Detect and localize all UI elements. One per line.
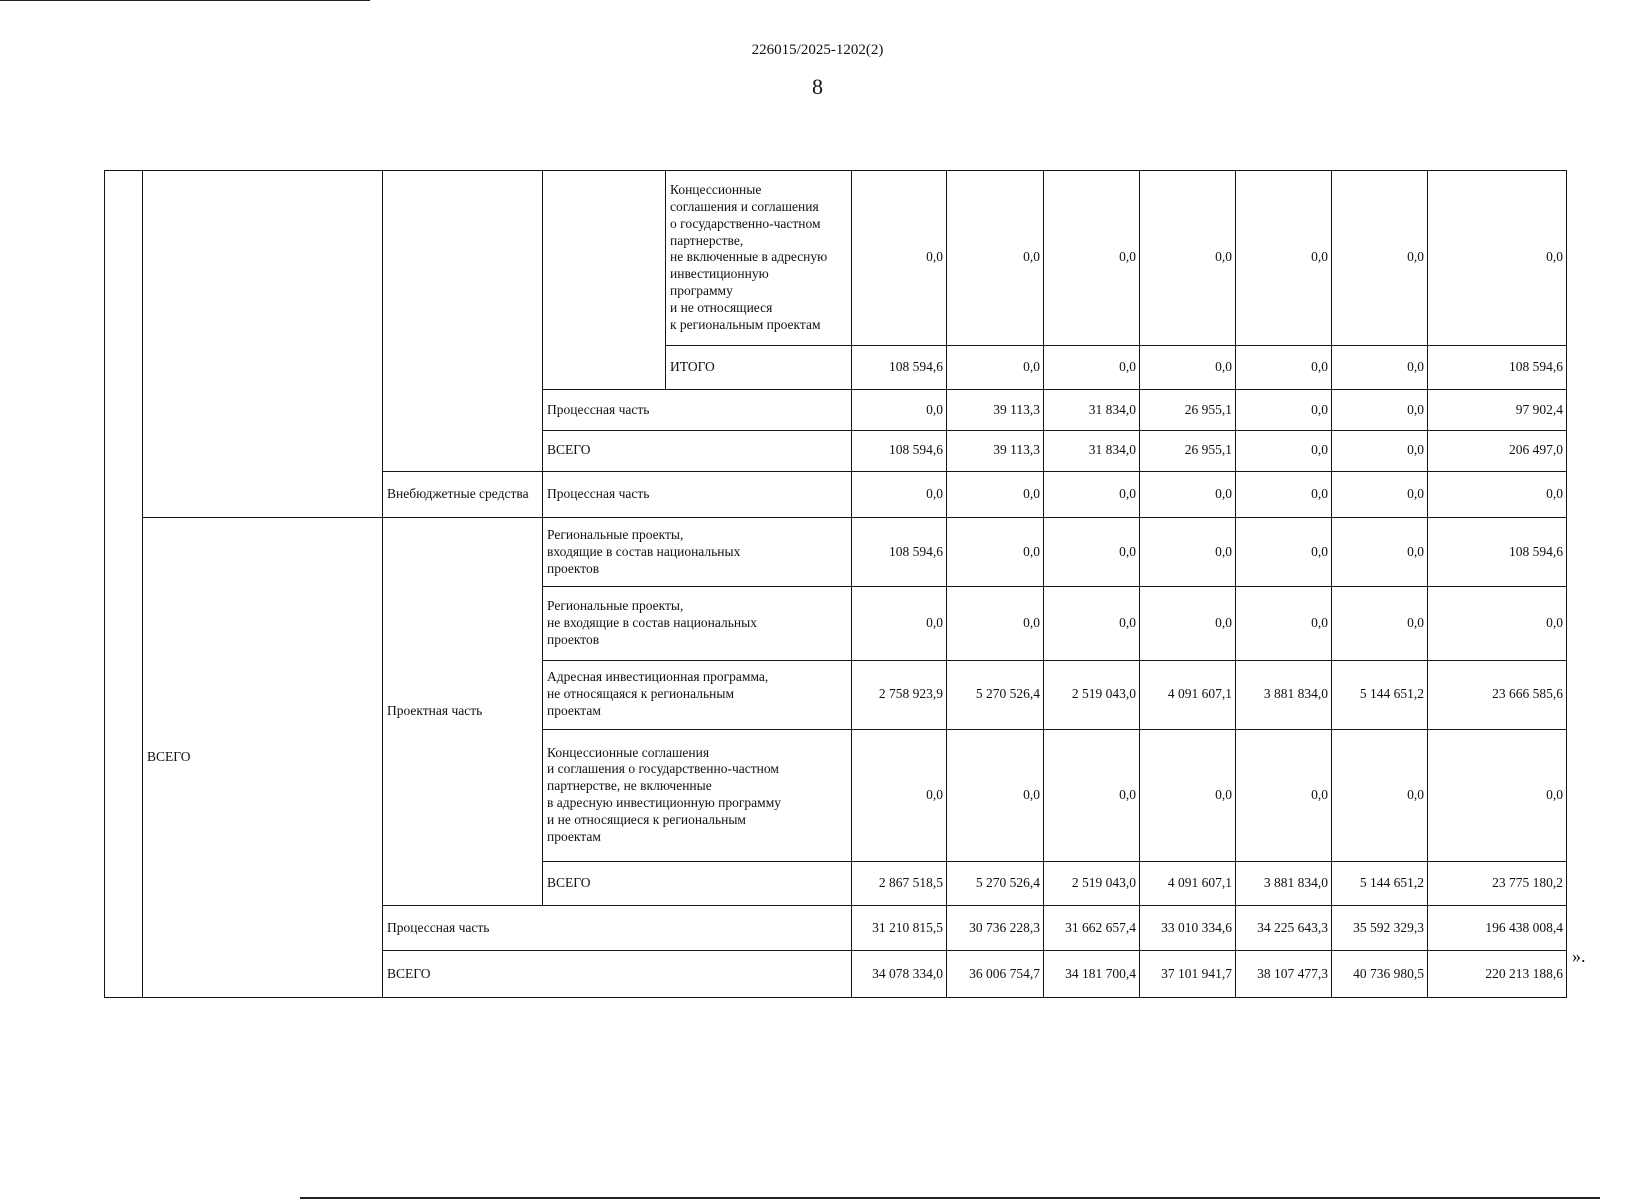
value-cell: 97 902,4 — [1428, 390, 1567, 431]
value-cell: 0,0 — [1428, 471, 1567, 518]
value-cell: 31 210 815,5 — [852, 906, 947, 951]
stub-column — [105, 171, 143, 998]
value-cell: 3 881 834,0 — [1236, 861, 1332, 906]
document-number: 226015/2025-1202(2) — [751, 42, 884, 58]
value-cell: 4 091 607,1 — [1140, 660, 1236, 729]
value-cell: 0,0 — [1236, 431, 1332, 472]
value-cell: 108 594,6 — [1428, 518, 1567, 587]
value-cell: 0,0 — [1236, 345, 1332, 390]
value-cell: 0,0 — [1140, 471, 1236, 518]
value-cell: 31 834,0 — [1044, 431, 1140, 472]
row-label-regional-non-national: Региональные проекты, не входящие в состав национальных проектов — [543, 587, 852, 660]
value-cell: 0,0 — [1140, 345, 1236, 390]
value-cell: 0,0 — [1236, 587, 1332, 660]
row-label-grand-total: ВСЕГО — [383, 951, 852, 998]
value-cell: 38 107 477,3 — [1236, 951, 1332, 998]
value-cell: 2 758 923,9 — [852, 660, 947, 729]
row-label-process-total: Процессная часть — [383, 906, 852, 951]
value-cell: 0,0 — [1044, 345, 1140, 390]
value-cell: 0,0 — [1332, 518, 1428, 587]
value-cell: 108 594,6 — [852, 345, 947, 390]
budget-table — [104, 170, 1567, 998]
scan-edge-bottom — [300, 1197, 1600, 1199]
value-cell: 34 225 643,3 — [1236, 906, 1332, 951]
value-cell: 0,0 — [1044, 518, 1140, 587]
value-cell: 34 078 334,0 — [852, 951, 947, 998]
value-cell: 0,0 — [1140, 729, 1236, 861]
value-cell: 39 113,3 — [947, 390, 1044, 431]
value-cell: 0,0 — [947, 171, 1044, 346]
value-cell: 0,0 — [1140, 518, 1236, 587]
row-label-itogo: ИТОГО — [666, 345, 852, 390]
value-cell: 39 113,3 — [947, 431, 1044, 472]
value-cell: 26 955,1 — [1140, 390, 1236, 431]
value-cell: 0,0 — [1332, 729, 1428, 861]
value-cell: 0,0 — [947, 471, 1044, 518]
value-cell: 0,0 — [852, 587, 947, 660]
value-cell: 35 592 329,3 — [1332, 906, 1428, 951]
row-label-address-program: Адресная инвестиционная программа, не относящаяся к региональным проектам — [543, 660, 852, 729]
value-cell: 31 662 657,4 — [1044, 906, 1140, 951]
scan-edge-top — [0, 0, 370, 1]
value-cell: 40 736 980,5 — [1332, 951, 1428, 998]
row-label-vsego: ВСЕГО — [543, 431, 852, 472]
value-cell: 30 736 228,3 — [947, 906, 1044, 951]
row-label-process-part: Процессная часть — [543, 471, 852, 518]
value-cell: 23 666 585,6 — [1428, 660, 1567, 729]
value-cell: 4 091 607,1 — [1140, 861, 1236, 906]
table-row — [105, 171, 1567, 346]
value-cell: 0,0 — [1332, 345, 1428, 390]
value-cell: 0,0 — [1332, 390, 1428, 431]
value-cell: 0,0 — [852, 729, 947, 861]
value-cell: 0,0 — [1044, 587, 1140, 660]
value-cell: 206 497,0 — [1428, 431, 1567, 472]
closing-quote-mark: ». — [1572, 946, 1586, 966]
value-cell: 0,0 — [1236, 171, 1332, 346]
value-cell: 108 594,6 — [852, 431, 947, 472]
row-label-extrabudget: Внебюджетные средства — [383, 471, 543, 518]
value-cell: 0,0 — [852, 171, 947, 346]
value-cell: 26 955,1 — [1140, 431, 1236, 472]
value-cell: 5 270 526,4 — [947, 660, 1044, 729]
value-cell: 36 006 754,7 — [947, 951, 1044, 998]
page-number: 8 — [812, 74, 823, 99]
value-cell: 2 519 043,0 — [1044, 660, 1140, 729]
value-cell: 108 594,6 — [852, 518, 947, 587]
value-cell: 0,0 — [947, 345, 1044, 390]
value-cell: 2 519 043,0 — [1044, 861, 1140, 906]
value-cell: 0,0 — [1044, 471, 1140, 518]
row-label-concession-long: Концессионные соглашения и соглашения о государственно-частном партнерстве, не включенные в адресную инвестиционную программу и не относящиеся к региональным проектам — [543, 729, 852, 861]
value-cell: 0,0 — [1428, 587, 1567, 660]
value-cell: 0,0 — [852, 471, 947, 518]
value-cell: 0,0 — [1236, 729, 1332, 861]
value-cell: 0,0 — [1332, 431, 1428, 472]
blank-cell — [383, 171, 543, 472]
row-label-project-total: ВСЕГО — [543, 861, 852, 906]
value-cell: 5 270 526,4 — [947, 861, 1044, 906]
value-cell: 0,0 — [1236, 471, 1332, 518]
blank-cell — [543, 171, 666, 390]
value-cell: 108 594,6 — [1428, 345, 1567, 390]
value-cell: 0,0 — [1332, 471, 1428, 518]
value-cell: 0,0 — [1332, 587, 1428, 660]
value-cell: 0,0 — [947, 518, 1044, 587]
blank-cell — [143, 171, 383, 518]
value-cell: 23 775 180,2 — [1428, 861, 1567, 906]
value-cell: 5 144 651,2 — [1332, 861, 1428, 906]
value-cell: 0,0 — [1044, 729, 1140, 861]
value-cell: 31 834,0 — [1044, 390, 1140, 431]
value-cell: 0,0 — [1332, 171, 1428, 346]
row-label-process-part: Процессная часть — [543, 390, 852, 431]
value-cell: 0,0 — [1236, 390, 1332, 431]
row-label-grand-total-group: ВСЕГО — [143, 518, 383, 998]
row-label-concession: Концессионные соглашения и соглашения о государственно-частном партнерстве, не включенные в адресную инвестиционную программу и не относящиеся к региональным проектам — [666, 171, 852, 346]
value-cell: 0,0 — [1140, 171, 1236, 346]
value-cell: 220 213 188,6 — [1428, 951, 1567, 998]
value-cell: 0,0 — [1428, 729, 1567, 861]
value-cell: 34 181 700,4 — [1044, 951, 1140, 998]
value-cell: 0,0 — [852, 390, 947, 431]
value-cell: 33 010 334,6 — [1140, 906, 1236, 951]
value-cell: 3 881 834,0 — [1236, 660, 1332, 729]
row-label-project-part: Проектная часть — [383, 518, 543, 906]
value-cell: 0,0 — [947, 729, 1044, 861]
value-cell: 5 144 651,2 — [1332, 660, 1428, 729]
value-cell: 0,0 — [1428, 171, 1567, 346]
value-cell: 0,0 — [1044, 171, 1140, 346]
value-cell: 0,0 — [1236, 518, 1332, 587]
table-row — [105, 518, 1567, 587]
row-label-regional-national: Региональные проекты, входящие в состав национальных проектов — [543, 518, 852, 587]
value-cell: 0,0 — [1140, 587, 1236, 660]
value-cell: 196 438 008,4 — [1428, 906, 1567, 951]
value-cell: 2 867 518,5 — [852, 861, 947, 906]
value-cell: 37 101 941,7 — [1140, 951, 1236, 998]
value-cell: 0,0 — [947, 587, 1044, 660]
